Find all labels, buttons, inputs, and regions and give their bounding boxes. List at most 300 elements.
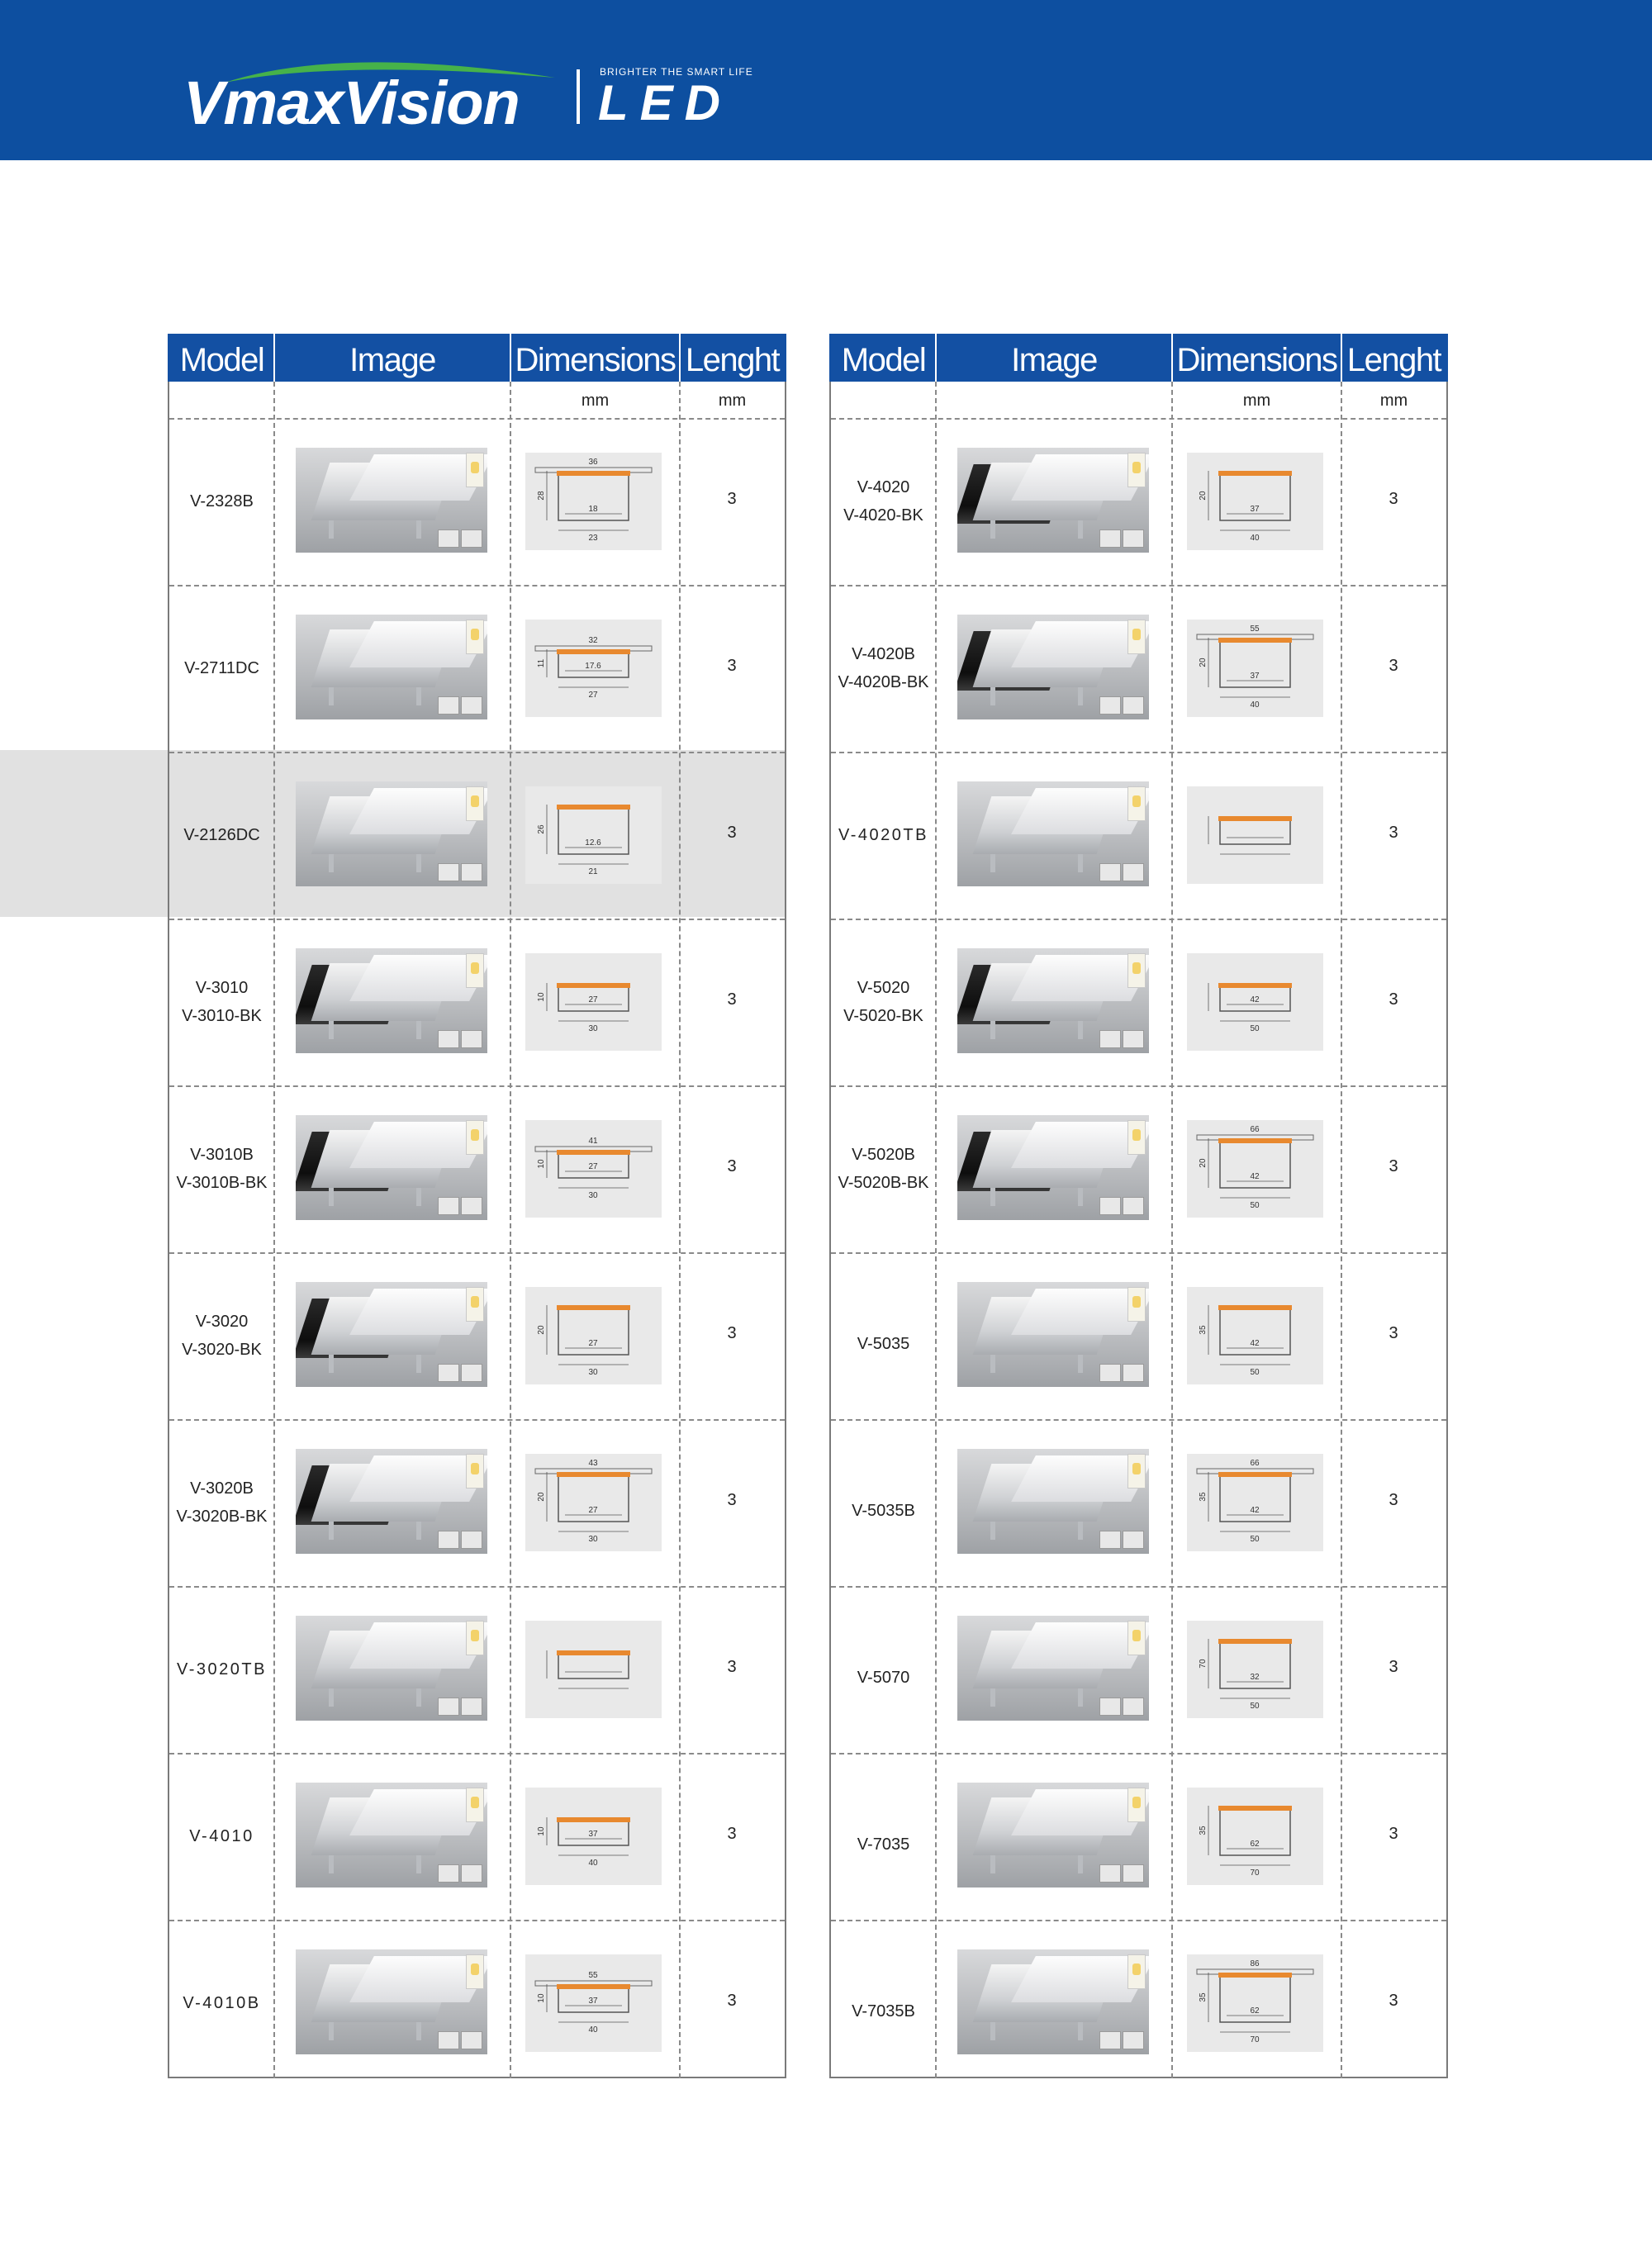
- inner-width-label: 27: [588, 995, 598, 1004]
- product-photo: [296, 1949, 487, 2054]
- profile-legs: [990, 1855, 1083, 1873]
- unit-row: [831, 382, 1446, 418]
- model-code: V-3020: [195, 1313, 249, 1331]
- inner-width-label: 62: [1250, 1840, 1260, 1849]
- profile-legs: [329, 1355, 421, 1373]
- clip-icon: [1123, 696, 1144, 715]
- model-name: [169, 1655, 274, 1683]
- length-value: 3: [1389, 657, 1398, 675]
- length-value: 3: [727, 824, 737, 842]
- diffuser-section: [1218, 816, 1292, 821]
- profile-section-svg: [1187, 1621, 1323, 1718]
- header-separator: [510, 334, 511, 382]
- table-row: [831, 1753, 1446, 1920]
- outer-width-label: 50: [1250, 1024, 1260, 1033]
- end-cap-icon: [438, 863, 459, 881]
- table-row: [169, 1085, 785, 1252]
- outer-width-label: 70: [1250, 2035, 1260, 2044]
- model-name: [169, 1474, 274, 1531]
- table-row: [831, 1252, 1446, 1419]
- model-code: V-2126DC: [183, 826, 260, 844]
- clip-icon: [461, 696, 482, 715]
- length-value: 3: [727, 1658, 737, 1676]
- product-photo: [296, 1449, 487, 1554]
- led-strip-icon: [466, 1788, 484, 1822]
- led-strip-icon: [1127, 1454, 1146, 1489]
- end-cap-icon: [1099, 696, 1121, 715]
- table-header: [168, 334, 786, 382]
- dimension-drawing: [1187, 1788, 1323, 1885]
- model-name: [169, 1989, 274, 2017]
- diffuser-section: [557, 1305, 630, 1310]
- top-width-label: 55: [588, 1971, 598, 1980]
- top-width-label: 66: [1250, 1459, 1260, 1468]
- profile-legs: [329, 2022, 421, 2040]
- diffuser-section: [1218, 1639, 1292, 1644]
- model-code: V-3010B: [190, 1146, 254, 1164]
- unit-dimensions: mm: [1242, 392, 1271, 410]
- model-name: [169, 974, 274, 1030]
- product-photo: [957, 1949, 1149, 2054]
- inner-width-label: 62: [1250, 2006, 1260, 2016]
- profile-legs: [990, 854, 1083, 872]
- length-value: 3: [727, 657, 737, 675]
- brand-name: VmaxVision: [183, 69, 520, 137]
- table-row: [831, 919, 1446, 1085]
- model-code: V-7035B: [852, 2002, 915, 2020]
- profile-legs: [990, 2022, 1083, 2040]
- length-value: 3: [727, 1825, 737, 1843]
- clip-icon: [1123, 529, 1144, 548]
- product-photo: [296, 1115, 487, 1220]
- outer-width-label: 50: [1250, 1368, 1260, 1377]
- height-label: 11: [537, 658, 546, 668]
- profile-section-svg: [525, 1287, 662, 1384]
- end-cap-icon: [1099, 1030, 1121, 1048]
- height-label: 35: [1199, 1826, 1208, 1835]
- header-separator: [679, 334, 681, 382]
- end-cap-icon: [1099, 1197, 1121, 1215]
- model-code: V-5020B-BK: [838, 1174, 929, 1192]
- inner-width-label: 27: [588, 1339, 598, 1348]
- profile-section-svg: [525, 1621, 662, 1718]
- brand-led: LED: [598, 75, 732, 131]
- model-name: [169, 821, 274, 849]
- header-length: Lenght: [1346, 342, 1441, 378]
- table-row: [169, 585, 785, 752]
- profile-section-svg: [525, 1454, 662, 1551]
- table-row: [831, 1920, 1446, 2087]
- dimension-drawing: [525, 1120, 662, 1218]
- led-strip-icon: [1127, 453, 1146, 487]
- profile-section-svg: [525, 1120, 662, 1218]
- led-strip-icon: [466, 1954, 484, 1989]
- height-label: 70: [1199, 1659, 1208, 1669]
- model-code: V-4020TB: [838, 826, 928, 844]
- led-strip-icon: [1127, 953, 1146, 988]
- table-row: [169, 1419, 785, 1586]
- profile-legs: [990, 1355, 1083, 1373]
- led-strip-icon: [1127, 620, 1146, 654]
- product-photo: [957, 948, 1149, 1053]
- dimension-drawing: [525, 1621, 662, 1718]
- height-label: 28: [537, 491, 546, 501]
- product-photo: [296, 1616, 487, 1721]
- header-dimensions: Dimensions: [1176, 342, 1337, 378]
- table-row: [831, 1419, 1446, 1586]
- outer-width-label: 70: [1250, 1869, 1260, 1878]
- end-cap-icon: [1099, 1531, 1121, 1549]
- header-model: Model: [179, 342, 264, 378]
- length-value: 3: [727, 990, 737, 1009]
- top-width-label: 86: [1250, 1959, 1260, 1968]
- length-value: 3: [727, 1491, 737, 1509]
- profile-legs: [990, 520, 1083, 539]
- header-length: Lenght: [685, 342, 780, 378]
- unit-row: [169, 382, 785, 418]
- diffuser-section: [557, 805, 630, 810]
- top-width-label: 43: [588, 1459, 598, 1468]
- table-row: [831, 1586, 1446, 1753]
- height-label: 26: [537, 824, 546, 834]
- dimension-drawing: [1187, 620, 1323, 717]
- clip-icon: [1123, 2031, 1144, 2049]
- length-value: 3: [1389, 1992, 1398, 2010]
- end-cap-icon: [438, 1030, 459, 1048]
- diffuser-section: [557, 1817, 630, 1822]
- inner-width-label: 18: [588, 505, 598, 514]
- led-strip-icon: [466, 1621, 484, 1655]
- profile-section-svg: [1187, 620, 1323, 717]
- model-code: V-2328B: [190, 492, 254, 510]
- profile-section-svg: [1187, 453, 1323, 550]
- table-row: [169, 1920, 785, 2087]
- diffuser-section: [557, 1472, 630, 1477]
- header-separator: [1171, 334, 1173, 382]
- product-photo: [957, 1449, 1149, 1554]
- length-value: 3: [1389, 1491, 1398, 1509]
- led-strip-icon: [1127, 786, 1146, 821]
- model-name: [831, 1831, 936, 1859]
- profile-legs: [329, 1522, 421, 1540]
- inner-width-label: 27: [588, 1506, 598, 1515]
- clip-icon: [1123, 1030, 1144, 1048]
- dimension-drawing: [1187, 453, 1323, 550]
- profile-legs: [329, 1188, 421, 1206]
- outer-width-label: 30: [588, 1535, 598, 1544]
- unit-length: mm: [1379, 392, 1408, 410]
- dimension-drawing: [1187, 1287, 1323, 1384]
- diffuser-section: [557, 471, 630, 476]
- profile-legs: [329, 520, 421, 539]
- top-width-label: 41: [588, 1137, 598, 1146]
- profile-legs: [329, 687, 421, 705]
- product-photo: [296, 1282, 487, 1387]
- product-photo: [296, 781, 487, 886]
- model-name: [831, 821, 936, 849]
- model-code: V-5020: [857, 979, 910, 997]
- clip-icon: [461, 1364, 482, 1382]
- table-row: [169, 752, 785, 919]
- table-row: [169, 418, 785, 585]
- height-label: 20: [1199, 491, 1208, 501]
- length-value: 3: [727, 1157, 737, 1175]
- led-strip-icon: [466, 620, 484, 654]
- model-code: V-4020-BK: [843, 506, 923, 525]
- clip-icon: [461, 1197, 482, 1215]
- header-separator: [1341, 334, 1342, 382]
- profile-section-svg: [1187, 1120, 1323, 1218]
- length-value: 3: [1389, 1825, 1398, 1843]
- length-value: 3: [1389, 1157, 1398, 1175]
- diffuser-section: [1218, 1973, 1292, 1978]
- led-strip-icon: [466, 786, 484, 821]
- diffuser-section: [1218, 1305, 1292, 1310]
- end-cap-icon: [1099, 529, 1121, 548]
- profile-section-svg: [1187, 786, 1323, 884]
- profile-section-svg: [525, 1788, 662, 1885]
- inner-width-label: 27: [588, 1162, 598, 1171]
- product-photo: [957, 1282, 1149, 1387]
- profile-section-svg: [1187, 1287, 1323, 1384]
- profile-section-svg: [1187, 953, 1323, 1051]
- profile-legs: [990, 1021, 1083, 1039]
- clip-icon: [1123, 1197, 1144, 1215]
- length-value: 3: [1389, 824, 1398, 842]
- outer-width-label: 50: [1250, 1201, 1260, 1210]
- table-row: [831, 418, 1446, 585]
- table-row: [831, 752, 1446, 919]
- length-value: 3: [727, 490, 737, 508]
- clip-icon: [1123, 1698, 1144, 1716]
- inner-width-label: 17.6: [585, 662, 601, 671]
- inner-width-label: 37: [1250, 672, 1260, 681]
- model-code: V-3020B-BK: [176, 1508, 268, 1526]
- header-model: Model: [841, 342, 926, 378]
- height-label: 20: [1199, 658, 1208, 667]
- profile-legs: [990, 1188, 1083, 1206]
- profile-legs: [990, 1688, 1083, 1707]
- product-photo: [296, 448, 487, 553]
- dimension-drawing: [525, 620, 662, 717]
- model-name: [831, 640, 936, 696]
- end-cap-icon: [1099, 2031, 1121, 2049]
- height-label: 10: [537, 1993, 546, 2003]
- product-photo: [957, 1783, 1149, 1887]
- led-strip-icon: [466, 1120, 484, 1155]
- dimension-drawing: [525, 1454, 662, 1551]
- end-cap-icon: [1099, 1864, 1121, 1883]
- clip-icon: [1123, 863, 1144, 881]
- model-name: [169, 654, 274, 682]
- product-table-right: [829, 334, 1448, 2078]
- clip-icon: [461, 863, 482, 881]
- model-code: V-3010B-BK: [176, 1174, 268, 1192]
- model-name: [831, 473, 936, 529]
- table-header: [829, 334, 1448, 382]
- top-width-label: 32: [588, 636, 598, 645]
- dimension-drawing: [1187, 1120, 1323, 1218]
- outer-width-label: 30: [588, 1191, 598, 1200]
- brand-tagline: BRIGHTER THE SMART LIFE: [600, 66, 753, 78]
- dimension-drawing: [525, 786, 662, 884]
- model-name: [169, 1141, 274, 1197]
- height-label: 35: [1199, 1992, 1208, 2002]
- inner-width-label: 42: [1250, 1172, 1260, 1181]
- model-code: V-3020-BK: [182, 1341, 262, 1359]
- header-dimensions: Dimensions: [515, 342, 676, 378]
- profile-section-svg: [1187, 1454, 1323, 1551]
- height-label: 35: [1199, 1492, 1208, 1502]
- product-photo: [957, 781, 1149, 886]
- end-cap-icon: [438, 1197, 459, 1215]
- model-code: V-4020B: [852, 645, 915, 663]
- length-value: 3: [727, 1324, 737, 1342]
- diffuser-section: [1218, 1806, 1292, 1811]
- profile-section-svg: [525, 786, 662, 884]
- profile-section-svg: [525, 453, 662, 550]
- clip-icon: [461, 1698, 482, 1716]
- product-photo: [296, 615, 487, 719]
- model-code: V-5070: [857, 1669, 910, 1687]
- logo-divider: [577, 69, 580, 124]
- model-code: V-5035B: [852, 1502, 915, 1520]
- table-row: [169, 1753, 785, 1920]
- header-separator: [935, 334, 937, 382]
- outer-width-label: 30: [588, 1024, 598, 1033]
- model-name: [831, 1497, 936, 1525]
- top-width-label: 66: [1250, 1125, 1260, 1134]
- profile-legs: [990, 1522, 1083, 1540]
- table-row: [169, 919, 785, 1085]
- end-cap-icon: [438, 1864, 459, 1883]
- inner-width-label: 37: [1250, 505, 1260, 514]
- model-code: V-4010B: [183, 1994, 261, 2012]
- end-cap-icon: [438, 1531, 459, 1549]
- end-cap-icon: [438, 1698, 459, 1716]
- end-cap-icon: [1099, 1364, 1121, 1382]
- profile-legs: [990, 687, 1083, 705]
- model-code: V-5020-BK: [843, 1007, 923, 1025]
- dimension-drawing: [1187, 1621, 1323, 1718]
- dimension-drawing: [525, 1788, 662, 1885]
- led-strip-icon: [1127, 1788, 1146, 1822]
- height-label: 35: [1199, 1325, 1208, 1335]
- unit-length: mm: [718, 392, 747, 410]
- height-label: 10: [537, 1159, 546, 1169]
- brand-logo: [183, 53, 762, 144]
- end-cap-icon: [438, 529, 459, 548]
- outer-width-label: 21: [588, 867, 598, 876]
- diffuser-section: [557, 983, 630, 988]
- clip-icon: [461, 1030, 482, 1048]
- clip-icon: [461, 529, 482, 548]
- diffuser-section: [557, 1650, 630, 1655]
- dimension-drawing: [1187, 786, 1323, 884]
- top-width-label: 36: [588, 458, 598, 467]
- diffuser-section: [1218, 983, 1292, 988]
- led-strip-icon: [1127, 1954, 1146, 1989]
- length-value: 3: [1389, 490, 1398, 508]
- product-table-left: [168, 334, 786, 2078]
- outer-width-label: 40: [1250, 534, 1260, 543]
- model-name: [831, 1141, 936, 1197]
- model-code: V-7035: [857, 1835, 910, 1854]
- diffuser-section: [1218, 1138, 1292, 1143]
- outer-width-label: 50: [1250, 1702, 1260, 1711]
- dimension-drawing: [1187, 1954, 1323, 2052]
- outer-width-label: 30: [588, 1368, 598, 1377]
- outer-width-label: 50: [1250, 1535, 1260, 1544]
- model-name: [169, 487, 274, 515]
- diffuser-section: [1218, 1472, 1292, 1477]
- length-value: 3: [1389, 1658, 1398, 1676]
- clip-icon: [461, 1864, 482, 1883]
- profile-legs: [329, 854, 421, 872]
- header-banner: [0, 0, 1652, 160]
- outer-width-label: 40: [588, 1859, 598, 1868]
- model-code: V-3020TB: [177, 1660, 267, 1679]
- profile-section-svg: [525, 1954, 662, 2052]
- outer-width-label: 40: [588, 2025, 598, 2035]
- diffuser-section: [557, 1984, 630, 1989]
- model-code: V-4010: [189, 1827, 254, 1845]
- profile-section-svg: [1187, 1954, 1323, 2052]
- profile-section-svg: [525, 953, 662, 1051]
- unit-dimensions: mm: [581, 392, 610, 410]
- table-row: [831, 1085, 1446, 1252]
- dimension-drawing: [1187, 953, 1323, 1051]
- outer-width-label: 27: [588, 691, 598, 700]
- model-code: V-3010: [195, 979, 249, 997]
- profile-section-svg: [525, 620, 662, 717]
- height-label: 20: [537, 1325, 546, 1335]
- outer-width-label: 40: [1250, 700, 1260, 710]
- dimension-drawing: [1187, 1454, 1323, 1551]
- led-strip-icon: [1127, 1621, 1146, 1655]
- dimension-drawing: [525, 1287, 662, 1384]
- model-code: V-4020B-BK: [838, 673, 929, 691]
- outer-width-label: 23: [588, 534, 598, 543]
- led-strip-icon: [466, 1287, 484, 1322]
- diffuser-section: [1218, 638, 1292, 643]
- inner-width-label: 42: [1250, 995, 1260, 1004]
- dimension-drawing: [525, 453, 662, 550]
- inner-width-label: 37: [588, 1997, 598, 2006]
- model-code: V-5035: [857, 1335, 910, 1353]
- height-label: 10: [537, 992, 546, 1002]
- inner-width-label: 42: [1250, 1339, 1260, 1348]
- clip-icon: [461, 1531, 482, 1549]
- diffuser-section: [1218, 471, 1292, 476]
- led-strip-icon: [466, 953, 484, 988]
- length-value: 3: [1389, 990, 1398, 1009]
- model-name: [831, 1330, 936, 1358]
- clip-icon: [1123, 1364, 1144, 1382]
- model-code: V-4020: [857, 478, 910, 496]
- model-code: V-2711DC: [184, 659, 259, 677]
- length-value: 3: [1389, 1324, 1398, 1342]
- led-strip-icon: [466, 453, 484, 487]
- height-label: 10: [537, 1826, 546, 1836]
- length-value: 3: [727, 1992, 737, 2010]
- end-cap-icon: [438, 696, 459, 715]
- model-code: V-3020B: [190, 1479, 254, 1498]
- clip-icon: [1123, 1531, 1144, 1549]
- table-row: [169, 1586, 785, 1753]
- clip-icon: [1123, 1864, 1144, 1883]
- end-cap-icon: [1099, 1698, 1121, 1716]
